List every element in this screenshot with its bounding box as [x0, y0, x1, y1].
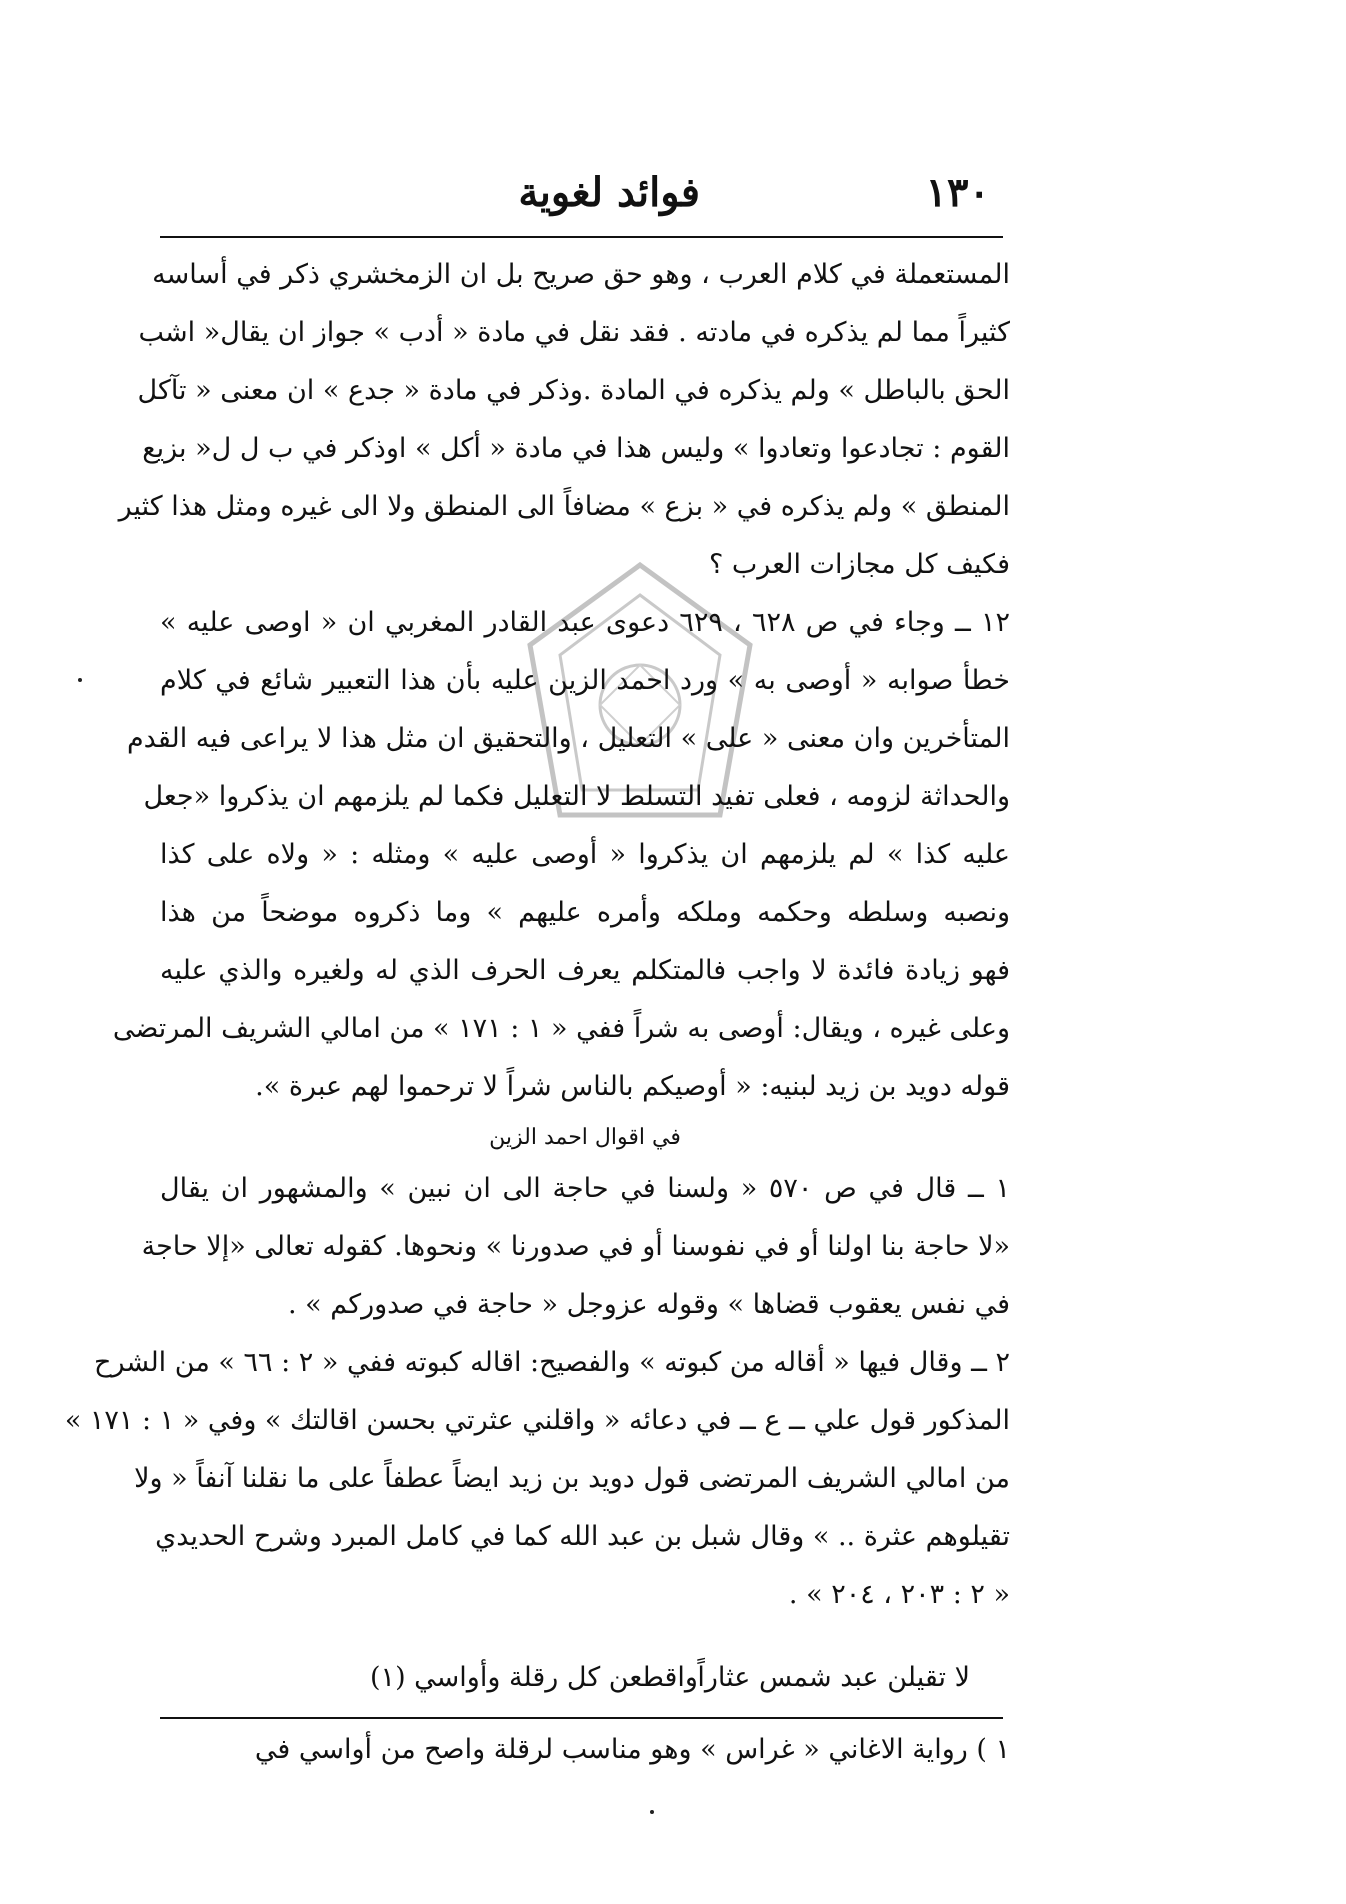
- scan-speck: [78, 678, 82, 682]
- footnote: ١ ) رواية الاغاني « غراس » وهو مناسب لرقلة واصح من أواسي في: [254, 1734, 1010, 1765]
- footnote-rule: [160, 1717, 1003, 1719]
- text-line: في نفس يعقوب قضاها » وقوله عزوجل « حاجة في صدوركم » .: [288, 1289, 1010, 1320]
- text-line: كثيراً مما لم يذكره في مادته . فقد نقل في مادة « أدب » جواز ان يقال« اشب: [138, 317, 1010, 348]
- body-text: [64, 246, 1010, 1624]
- text-line: فكيف كل مجازات العرب ؟: [708, 549, 1010, 580]
- text-line: القوم : تجادعوا وتعادوا » وليس هذا في مادة « أكل » اوذكر في ب ل ل« بزيع: [142, 433, 1010, 464]
- text-line: من امالي الشريف المرتضى قول دويد بن زيد ايضاً عطفاً على ما نقلنا آنفاً « ولا: [134, 1463, 1010, 1494]
- text-line: المذكور قول علي ــ ع ــ في دعائه « واقلني عثرتي بحسن اقالتك » وفي « ١ : ١٧١ »: [64, 1405, 1010, 1436]
- text-line: قوله دويد بن زيد لبنيه: « أوصيكم بالناس شراً لا ترحموا لهم عبرة ».: [255, 1071, 1010, 1102]
- section-heading: في اقوال احمد الزين: [489, 1125, 681, 1150]
- text-line: فهو زيادة فائدة لا واجب فالمتكلم يعرف الحرف الذي له ولغيره والذي عليه: [160, 955, 1010, 986]
- verse: [160, 1652, 1010, 1712]
- text-line: الحق بالباطل » ولم يذكره في المادة .وذكر في مادة « جدع » ان معنى « تآكل: [137, 375, 1010, 406]
- header-rule: [160, 236, 1003, 238]
- running-title: فوائد لغوية: [518, 169, 700, 216]
- text-line: ١٢ ــ وجاء في ص ٦٢٨ ، ٦٢٩ دعوى عبد القادر المغربي ان « اوصى عليه »: [160, 607, 1010, 638]
- text-line: ٢ ــ وقال فيها « أقاله من كبوته » والفصيح: اقاله كبوته ففي « ٢ : ٦٦ » من الشرح: [94, 1347, 1010, 1378]
- text-line: عليه كذا » لم يلزمهم ان يذكروا « أوصى عليه » ومثله : « ولاه على كذا: [160, 839, 1010, 870]
- verse-second-hemistich: واقطعن كل رقلة وأواسي (١): [370, 1662, 698, 1693]
- text-line: ١ ــ قال في ص ٥٧٠ « ولسنا في حاجة الى ان نبين » والمشهور ان يقال: [160, 1173, 1010, 1204]
- text-line: خطأ صوابه « أوصى به » ورد احمد الزين عليه بأن هذا التعبير شائع في كلام: [160, 665, 1010, 696]
- page-header: [165, 165, 1000, 225]
- text-line: والحداثة لزومه ، فعلى تفيد التسلط لا التعليل فكما لم يلزمهم ان يذكروا «جعل: [143, 781, 1010, 812]
- text-line: المنطق » ولم يذكره في « بزع » مضافاً الى المنطق ولا الى غيره ومثل هذا كثير: [118, 491, 1010, 522]
- text-line: المتأخرين وان معنى « على » التعليل ، والتحقيق ان مثل هذا لا يراعى فيه القدم: [126, 723, 1010, 754]
- text-line: ونصبه وسلطه وحكمه وملكه وأمره عليهم » وما ذكروه موضحاً من هذا: [160, 897, 1010, 928]
- text-line: المستعملة في كلام العرب ، وهو حق صريح بل ان الزمخشري ذكر في أساسه: [152, 259, 1010, 290]
- scan-speck: [650, 1810, 654, 1814]
- verse-first-hemistich: لا تقيلن عبد شمس عثاراً: [697, 1662, 970, 1693]
- text-line: « ٢ : ٢٠٣ ، ٢٠٤ » .: [788, 1579, 1010, 1610]
- page-number: ١٣٠: [925, 169, 990, 216]
- text-line: وعلى غيره ، ويقال: أوصى به شراً ففي « ١ : ١٧١ » من امالي الشريف المرتضى: [112, 1013, 1010, 1044]
- text-line: «لا حاجة بنا اولنا أو في نفوسنا أو في صدورنا » ونحوها. كقوله تعالى «إلا حاجة: [141, 1231, 1010, 1262]
- text-line: تقيلوهم عثرة .. » وقال شبل بن عبد الله كما في كامل المبرد وشرح الحديدي: [155, 1521, 1010, 1552]
